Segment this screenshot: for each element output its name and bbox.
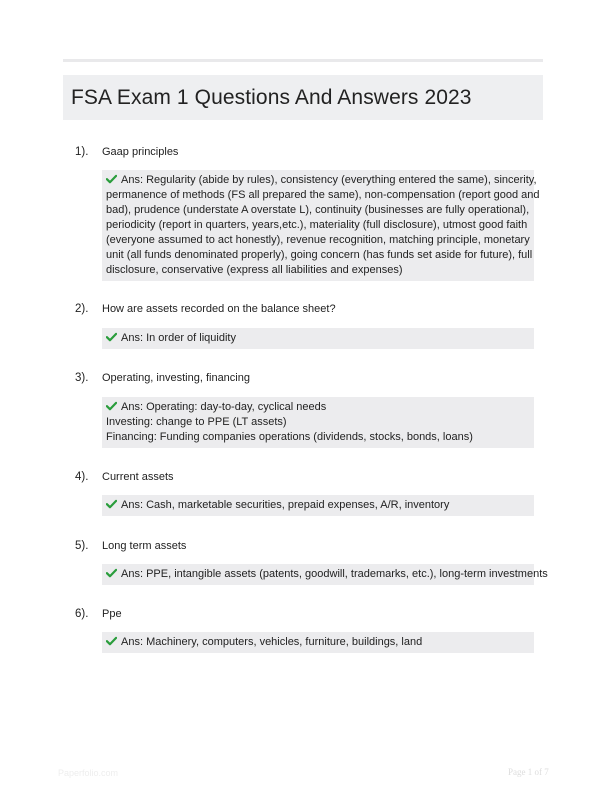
- title-banner: [63, 75, 543, 120]
- answer-box: [102, 397, 534, 448]
- answer-box: [102, 170, 540, 281]
- question-number: 3).: [75, 372, 89, 384]
- answer-text: Ans: Regularity (abide by rules), consistency (everything entered the same), sincerity,: [121, 174, 537, 186]
- answer-line: [106, 400, 528, 415]
- answer-line: [106, 248, 533, 263]
- answer-line: [106, 188, 540, 203]
- answer-text: unit (all funds denominated properly), going concern (has funds set aside for future), full: [106, 249, 533, 261]
- question-number: 2).: [75, 303, 89, 315]
- answer-text: (everyone assumed to act honestly), revenue recognition, matching principle, monetary: [106, 234, 530, 246]
- answer-text: periodicity (report in quarters, years,etc.), materiality (full disclosure), utmost good faith: [106, 219, 528, 231]
- question-number: 6).: [75, 608, 89, 620]
- answer-text: Ans: Operating: day-to-day, cyclical needs: [121, 401, 327, 413]
- question-text: Long term assets: [102, 540, 187, 552]
- question-text: How are assets recorded on the balance sheet?: [102, 303, 336, 315]
- answer-box: [102, 328, 534, 349]
- question-text: Operating, investing, financing: [102, 372, 250, 384]
- question-number: 4).: [75, 471, 89, 483]
- answer-line: [106, 635, 528, 650]
- answer-line: [106, 233, 528, 248]
- answer-line: [106, 430, 528, 445]
- question-number: 5).: [75, 540, 89, 552]
- answer-text: Ans: PPE, intangible assets (patents, goodwill, trademarks, etc.), long-term investments: [121, 568, 548, 580]
- checkmark-icon: [106, 401, 117, 411]
- answer-text: bad), prudence (understate A overstate L), continuity (businesses are fully operational),: [106, 204, 530, 216]
- checkmark-icon: [106, 636, 117, 646]
- page-title: FSA Exam 1 Questions And Answers 2023: [71, 85, 472, 109]
- question-text: Gaap principles: [102, 146, 179, 158]
- question-text: Current assets: [102, 471, 174, 483]
- answer-box: [102, 495, 534, 516]
- answer-text: permanence of methods (FS all prepared the same), non-compensation (report good and: [106, 189, 540, 201]
- footer-source: Paperfolio.com: [58, 768, 119, 778]
- answer-box: [102, 632, 534, 653]
- answer-line: [106, 415, 528, 430]
- question-text: Ppe: [102, 608, 122, 620]
- answer-line: [106, 218, 528, 233]
- answer-line: [106, 498, 528, 513]
- answer-text: disclosure, conservative (express all liabilities and expenses): [106, 264, 403, 276]
- answer-text: Ans: In order of liquidity: [121, 332, 236, 344]
- answer-box: [102, 564, 548, 585]
- checkmark-icon: [106, 499, 117, 509]
- question-number: 1).: [75, 146, 89, 158]
- checkmark-icon: [106, 568, 117, 578]
- answer-line: [106, 173, 537, 188]
- top-divider: [63, 59, 543, 62]
- answer-text: Financing: Funding companies operations (dividends, stocks, bonds, loans): [106, 431, 473, 443]
- answer-line: [106, 263, 528, 278]
- answer-text: Investing: change to PPE (LT assets): [106, 416, 287, 428]
- answer-line: [106, 331, 528, 346]
- footer-page-number: Page 1 of 7: [508, 767, 549, 777]
- answer-text: Ans: Cash, marketable securities, prepaid expenses, A/R, inventory: [121, 499, 450, 511]
- checkmark-icon: [106, 332, 117, 342]
- answer-line: [106, 567, 548, 582]
- answer-text: Ans: Machinery, computers, vehicles, furniture, buildings, land: [121, 636, 423, 648]
- answer-line: [106, 203, 528, 218]
- checkmark-icon: [106, 174, 117, 184]
